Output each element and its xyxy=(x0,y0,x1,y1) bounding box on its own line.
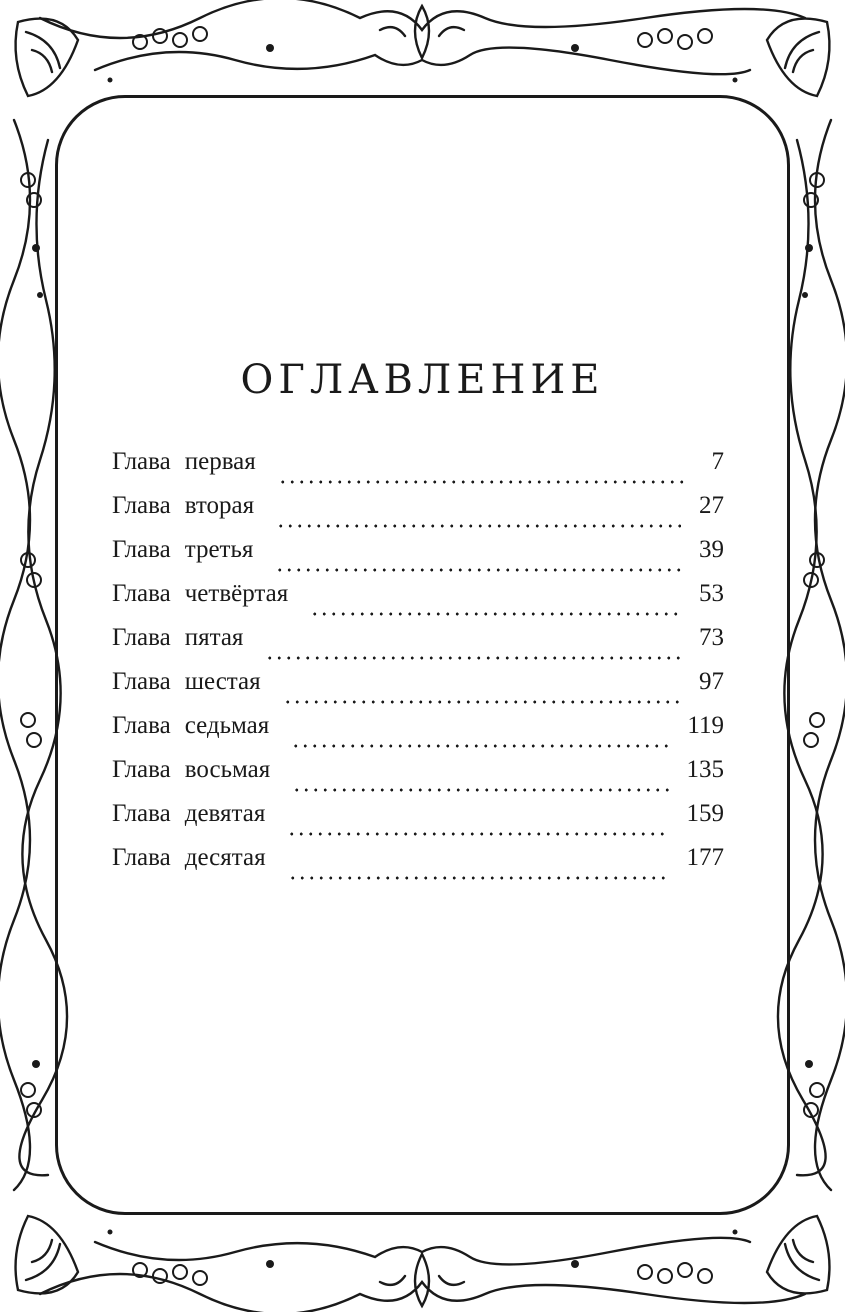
toc-entry-prefix: Глава xyxy=(112,580,171,607)
toc-entry-title: вторая xyxy=(184,492,255,519)
dot-leader xyxy=(265,655,681,661)
toc-entry[interactable] xyxy=(112,668,724,712)
dot-leader xyxy=(310,611,681,617)
dot-leader xyxy=(283,699,681,705)
toc-entry-page-number: 159 xyxy=(686,800,724,827)
toc-entry-prefix: Глава xyxy=(112,668,171,695)
toc-entry-page-number: 97 xyxy=(699,668,724,695)
dot-leader xyxy=(291,743,669,749)
toc-entry[interactable] xyxy=(112,712,724,756)
toc-entry[interactable] xyxy=(112,624,724,668)
toc-entry[interactable] xyxy=(112,756,724,800)
toc-entry-page-number: 135 xyxy=(686,756,724,783)
toc-entry-title: четвёртая xyxy=(184,580,289,607)
dot-leader xyxy=(287,831,668,837)
toc-entry-prefix: Глава xyxy=(112,624,171,651)
page-title: ОГЛАВЛЕНИЕ xyxy=(240,356,605,403)
dot-leader xyxy=(278,479,686,485)
toc-entry-page-number: 39 xyxy=(699,536,724,563)
toc-entry-page-number: 73 xyxy=(699,624,724,651)
toc-entry-page-number: 7 xyxy=(711,448,724,475)
toc-entry[interactable] xyxy=(112,492,724,536)
table-of-contents xyxy=(112,448,724,888)
toc-entry-page-number: 119 xyxy=(687,712,724,739)
toc-entry[interactable] xyxy=(112,580,724,624)
toc-entry-prefix: Глава xyxy=(112,800,171,827)
toc-entry-title: третья xyxy=(184,536,254,563)
toc-entry-page-number: 177 xyxy=(686,844,724,871)
dot-leader xyxy=(292,787,668,793)
toc-entry-page-number: 53 xyxy=(699,580,724,607)
toc-entry-prefix: Глава xyxy=(112,712,171,739)
toc-entry-title: шестая xyxy=(184,668,261,695)
toc-entry-prefix: Глава xyxy=(112,492,171,519)
toc-entry[interactable] xyxy=(112,800,724,844)
toc-entry-title: пятая xyxy=(184,624,244,651)
toc-entry-title: седьмая xyxy=(184,712,270,739)
toc-entry-title: девятая xyxy=(184,800,266,827)
dot-leader xyxy=(288,875,669,881)
toc-entry[interactable] xyxy=(112,448,724,492)
toc-entry-title: десятая xyxy=(184,844,266,871)
toc-entry-prefix: Глава xyxy=(112,844,171,871)
toc-entry-prefix: Глава xyxy=(112,756,171,783)
toc-entry[interactable] xyxy=(112,536,724,580)
toc-entry-title: первая xyxy=(184,448,256,475)
toc-entry-title: восьмая xyxy=(184,756,271,783)
dot-leader xyxy=(275,567,681,573)
toc-entry-prefix: Глава xyxy=(112,536,171,563)
dot-leader xyxy=(276,523,681,529)
toc-entry-prefix: Глава xyxy=(112,448,171,475)
toc-entry[interactable] xyxy=(112,844,724,888)
toc-entry-page-number: 27 xyxy=(699,492,724,519)
